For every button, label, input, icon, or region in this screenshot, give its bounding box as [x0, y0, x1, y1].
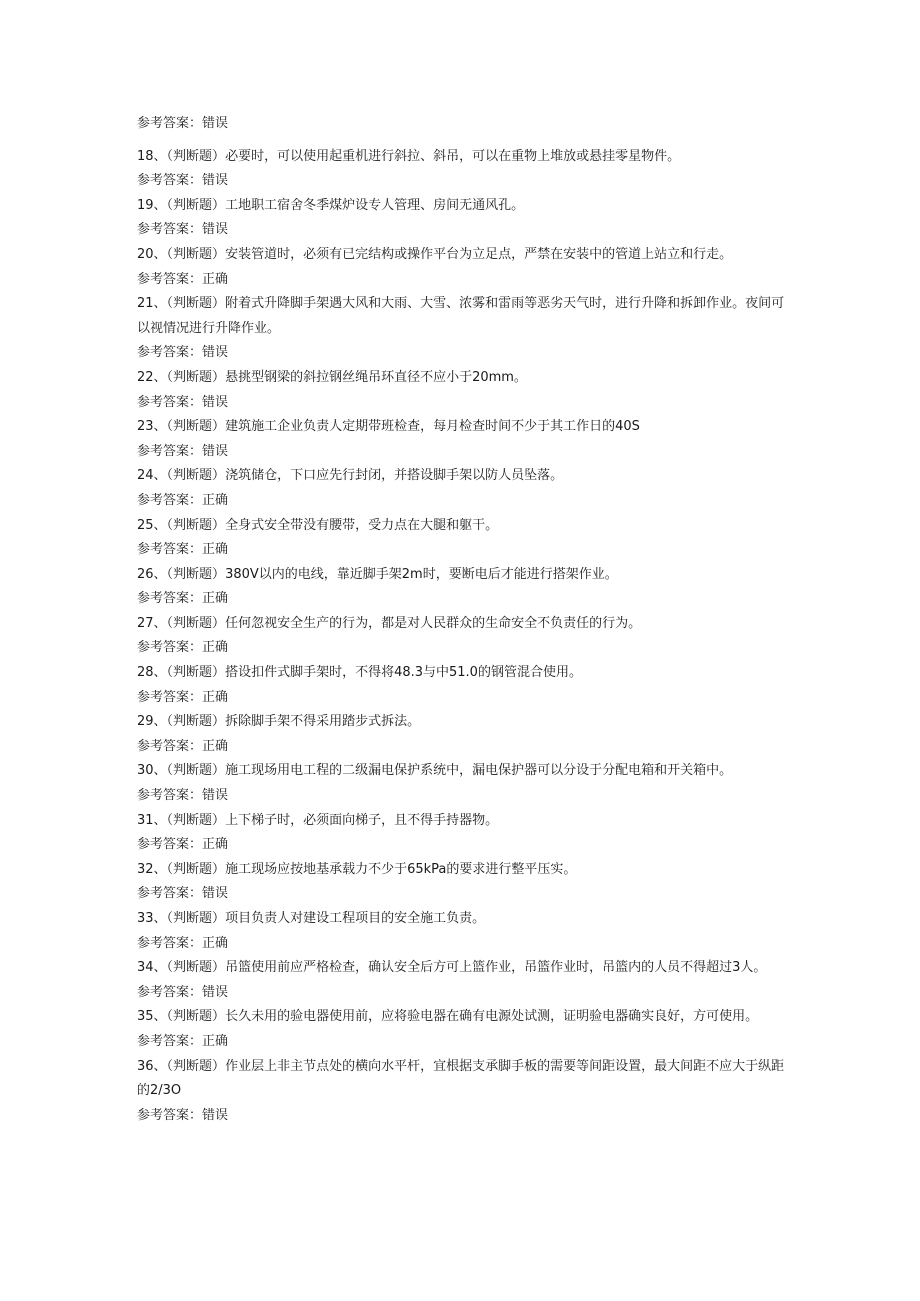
answer-prefix: 参考答案： — [137, 345, 203, 361]
question-item — [137, 415, 797, 440]
answer-prefix: 参考答案： — [137, 1107, 203, 1123]
answer-value: 正确 — [202, 689, 229, 705]
question-text: 施工现场用电工程的二级漏电保护系统中，漏电保护器可以分设于分配电箱和开关箱中。 — [225, 763, 733, 779]
question-text: 浇筑储仓，下口应先行封闭，并搭设脚手架以防人员坠落。 — [225, 468, 564, 484]
answer-prefix: 参考答案： — [137, 1033, 203, 1049]
question-number: 19、 — [137, 197, 167, 213]
answer-line — [137, 1030, 797, 1055]
answer-value: 正确 — [202, 591, 229, 607]
question-type: （判断题） — [166, 419, 226, 435]
question-type: （判断题） — [166, 197, 226, 213]
question-number: 22、 — [137, 369, 167, 385]
question-item — [137, 366, 797, 391]
question-item — [137, 612, 797, 637]
answer-prefix: 参考答案： — [137, 173, 203, 189]
question-text: 建筑施工企业负责人定期带班检查，每月检查时间不少于其工作日的40S — [225, 419, 640, 435]
question-text: 拆除脚手架不得采用踏步式拆法。 — [225, 714, 421, 730]
answer-line: 参考答案：错误 — [137, 116, 229, 131]
question-number: 18、 — [137, 148, 167, 164]
question-type: （判断题） — [166, 246, 226, 262]
answer-line — [137, 341, 797, 366]
answer-value: 错误 — [202, 222, 229, 238]
question-type: （判断题） — [166, 763, 226, 779]
answer-prefix: 参考答案： — [137, 738, 203, 754]
question-text: 悬挑型钢梁的斜拉钢丝绳吊环直径不应小于20mm。 — [225, 369, 527, 385]
question-number: 28、 — [137, 665, 167, 681]
question-item — [137, 907, 797, 932]
answer-prefix: 参考答案： — [137, 837, 203, 853]
answer-line — [137, 735, 797, 760]
question-item — [137, 809, 797, 834]
question-item — [137, 292, 797, 341]
answer-line — [137, 440, 797, 465]
question-type: （判断题） — [166, 665, 226, 681]
answer-value: 错误 — [202, 886, 229, 902]
question-text: 长久未用的验电器使用前，应将验电器在确有电源处试测，证明验电器确实良好，方可使用。 — [225, 1009, 759, 1025]
answer-line — [137, 169, 797, 194]
items-container — [137, 145, 797, 1129]
answer-value: 正确 — [202, 542, 229, 558]
question-text: 作业层上非主节点处的横向水平杆，宜根据支承脚手板的需要等间距设置，最大间距不应大于纵距的2/3O — [137, 1058, 785, 1099]
question-item — [137, 858, 797, 883]
answer-line — [137, 932, 797, 957]
question-number: 29、 — [137, 714, 167, 730]
answer-line — [137, 391, 797, 416]
answer-value: 正确 — [202, 837, 229, 853]
question-number: 36、 — [137, 1058, 167, 1074]
answer-prefix: 参考答案： — [137, 984, 203, 1000]
question-number: 20、 — [137, 246, 167, 262]
question-item — [137, 759, 797, 784]
question-number: 30、 — [137, 763, 167, 779]
question-type: （判断题） — [166, 714, 226, 730]
question-text: 上下梯子时，必须面向梯子，且不得手持器物。 — [225, 812, 499, 828]
answer-value: 错误 — [202, 443, 229, 459]
question-number: 35、 — [137, 1009, 167, 1025]
answer-prefix: 参考答案： — [137, 886, 203, 902]
question-item — [137, 464, 797, 489]
question-text: 必要时，可以使用起重机进行斜拉、斜吊，可以在重物上堆放或悬挂零星物件。 — [225, 148, 681, 164]
question-type: （判断题） — [166, 369, 226, 385]
question-item — [137, 956, 797, 981]
question-number: 27、 — [137, 615, 167, 631]
answer-line — [137, 784, 797, 809]
answer-value: 正确 — [202, 935, 229, 951]
question-number: 25、 — [137, 517, 167, 533]
question-item — [137, 145, 797, 170]
question-number: 21、 — [137, 296, 167, 312]
question-text: 搭设扣件式脚手架时，不得将48.3与中51.0的钢管混合使用。 — [225, 665, 582, 681]
answer-line — [137, 981, 797, 1006]
question-number: 34、 — [137, 960, 167, 976]
question-item — [137, 1055, 797, 1104]
answer-line — [137, 1104, 797, 1129]
question-type: （判断题） — [166, 861, 226, 877]
answer-value: 正确 — [202, 492, 229, 508]
answer-prefix: 参考答案： — [137, 640, 203, 656]
question-item — [137, 1005, 797, 1030]
question-item — [137, 563, 797, 588]
answer-line — [137, 268, 797, 293]
answer-line — [137, 882, 797, 907]
question-type: （判断题） — [166, 960, 226, 976]
question-number: 32、 — [137, 861, 167, 877]
answer-prefix: 参考答案： — [137, 591, 203, 607]
question-type: （判断题） — [166, 468, 226, 484]
answer-value: 错误 — [202, 394, 229, 410]
question-number: 23、 — [137, 419, 167, 435]
question-type: （判断题） — [166, 1058, 226, 1074]
question-number: 26、 — [137, 566, 167, 582]
question-item — [137, 661, 797, 686]
answer-prefix: 参考答案： — [137, 492, 203, 508]
question-item — [137, 194, 797, 219]
question-type: （判断题） — [166, 615, 226, 631]
question-type: （判断题） — [166, 517, 226, 533]
question-type: （判断题） — [166, 148, 226, 164]
answer-prefix: 参考答案： — [137, 542, 203, 558]
answer-line — [137, 489, 797, 514]
answer-line — [137, 587, 797, 612]
answer-value: 错误 — [202, 1107, 229, 1123]
answer-prefix: 参考答案： — [137, 271, 203, 287]
question-type: （判断题） — [166, 296, 226, 312]
answer-value: 错误 — [202, 345, 229, 361]
question-text: 任何忽视安全生产的行为，都是对人民群众的生命安全不负责任的行为。 — [225, 615, 642, 631]
answer-line — [137, 833, 797, 858]
question-text: 施工现场应按地基承载力不少于65kPa的要求进行整平压实。 — [225, 861, 577, 877]
question-list — [137, 112, 797, 1128]
answer-value: 错误 — [202, 173, 229, 189]
answer-value: 错误 — [202, 984, 229, 1000]
question-text: 全身式安全带没有腰带，受力点在大腿和躯干。 — [225, 517, 499, 533]
question-text: 吊篮使用前应严格检查，确认安全后方可上篮作业，吊篮作业时，吊篮内的人员不得超过3人。 — [225, 960, 767, 976]
question-item — [137, 514, 797, 539]
question-text: 工地职工宿舍冬季煤炉设专人管理、房间无通风孔。 — [225, 197, 525, 213]
answer-line — [137, 538, 797, 563]
answer-value: 错误 — [202, 788, 229, 804]
answer-prefix: 参考答案： — [137, 394, 203, 410]
answer-value: 正确 — [202, 271, 229, 287]
answer-value: 正确 — [202, 640, 229, 656]
question-text: 项目负责人对建设工程项目的安全施工负责。 — [225, 911, 486, 926]
question-text: 安装管道时，必须有已完结构或操作平台为立足点，严禁在安装中的管道上站立和行走。 — [225, 246, 733, 262]
question-text: 附着式升降脚手架遇大风和大雨、大雪、浓雾和雷雨等恶劣天气时，进行升降和拆卸作业。夜间可以视情况进行升降作业。 — [137, 296, 785, 336]
answer-value: 正确 — [202, 1033, 229, 1049]
question-item — [137, 710, 797, 735]
question-type: （判断题） — [166, 812, 226, 828]
answer-prefix: 参考答案： — [137, 443, 203, 459]
answer-line — [137, 686, 797, 711]
question-item — [137, 243, 797, 268]
question-type: （判断题） — [166, 1009, 226, 1025]
answer-line — [137, 636, 797, 661]
answer-prefix: 参考答案： — [137, 222, 203, 238]
question-type: （判断题） — [166, 566, 226, 582]
answer-prefix: 参考答案： — [137, 788, 203, 804]
answer-line — [137, 218, 797, 243]
question-type: （判断题） — [166, 911, 226, 926]
answer-value: 正确 — [202, 738, 229, 754]
question-text: 380V以内的电线，靠近脚手架2m时，要断电后才能进行搭架作业。 — [225, 566, 618, 582]
answer-prefix: 参考答案： — [137, 935, 203, 951]
question-number: 31、 — [137, 812, 167, 828]
question-number: 33、 — [137, 911, 167, 926]
answer-prefix: 参考答案： — [137, 689, 203, 705]
question-number: 24、 — [137, 468, 167, 484]
